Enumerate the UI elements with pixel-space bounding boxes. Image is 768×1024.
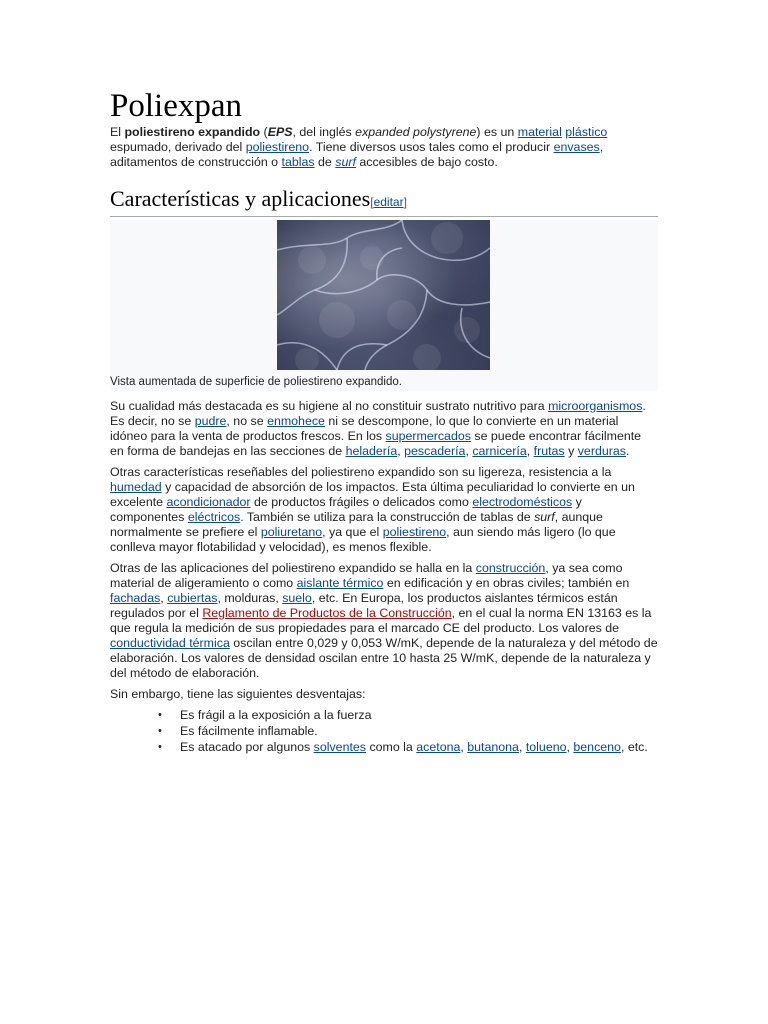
text: como la: [366, 740, 417, 754]
text: ,: [465, 444, 473, 458]
bracket: [: [370, 195, 374, 209]
text: y capacidad de absorción de los impactos. Esta última peculiaridad lo convierte en un excelente: [110, 480, 635, 509]
link-poliestireno-2[interactable]: poliestireno: [382, 525, 447, 539]
text: . Es decir, no se: [110, 399, 646, 428]
link-enmohece[interactable]: enmohece: [267, 414, 325, 428]
text: de productos frágiles o delicados como: [250, 495, 473, 509]
figure: [110, 220, 658, 391]
text: (: [260, 125, 268, 139]
paragraph-2: [110, 465, 658, 555]
text: , aunque normalmente se prefiere el: [110, 510, 603, 539]
link-plastico[interactable]: plástico: [565, 125, 608, 139]
paragraph-1: [110, 399, 658, 459]
link-frutas[interactable]: frutas: [533, 444, 565, 458]
figure-caption: Vista aumentada de superficie de poliestireno expandido.: [110, 376, 402, 388]
intro-paragraph: [110, 125, 658, 170]
paragraph-3: [110, 561, 658, 681]
text: , ya sea como material de aligeramiento o como: [110, 561, 623, 590]
link-cubiertas[interactable]: cubiertas: [167, 591, 218, 605]
text: Su cualidad más destacada es su higiene al no constituir sustrato nutritivo para: [110, 399, 549, 413]
edit-section: [370, 195, 407, 209]
bold-term: poliestireno expandido: [124, 125, 261, 139]
link-carniceria[interactable]: carnicería: [472, 444, 527, 458]
list-item: • Es fácilmente inflamable.: [180, 724, 658, 739]
link-solventes[interactable]: solventes: [313, 740, 366, 754]
section-heading: [110, 186, 658, 217]
text: , etc. En Europa, los productos aislantes térmicos están regulados por el: [110, 591, 618, 620]
link-humedad[interactable]: humedad: [110, 480, 162, 494]
page-title: Poliexpan: [110, 88, 242, 124]
link-pudre[interactable]: pudre: [194, 414, 227, 428]
link-tablas[interactable]: tablas: [281, 155, 315, 169]
article: [110, 88, 658, 756]
text: , en el cual la norma EN 13163 es la que regula la medición de sus propiedades para el marcado CE del producto. Los valores de: [110, 606, 652, 635]
text: .: [625, 444, 630, 458]
text: , etc.: [620, 740, 648, 754]
link-poliuretano[interactable]: poliuretano: [260, 525, 323, 539]
redlink-reglamento[interactable]: Reglamento de Productos de la Construcción: [202, 606, 452, 620]
link-surf-label: surf: [335, 155, 356, 169]
text: , aun siendo más ligero (lo que conlleva mayor flotabilidad y velocidad), es menos flexible.: [110, 525, 616, 554]
text: oscilan entre 0,029 y 0,053 W/mK, depende de la naturaleza y del método de elaboración. Los valores de densidad oscilan entre 10 hasta 25 W/mK, depende de la naturaleza y del método de elaboración.: [110, 636, 658, 680]
link-acondicionador[interactable]: acondicionador: [166, 495, 251, 509]
english-term: expanded polystyrene: [355, 125, 477, 139]
link-tolueno[interactable]: tolueno: [525, 740, 567, 754]
text: . Tiene diversos usos tales como el producir: [309, 140, 554, 154]
text: , no se: [226, 414, 268, 428]
text: , aditamentos de construcción o: [110, 140, 604, 169]
text: ,: [526, 444, 534, 458]
text: ni se descompone, lo que lo convierte en un material idóneo para la venta de productos frescos. En los: [110, 414, 619, 443]
link-envases[interactable]: envases: [553, 140, 600, 154]
text: ,: [397, 444, 405, 458]
list-item: [180, 740, 658, 755]
text: ,: [566, 740, 574, 754]
text: Otras de las aplicaciones del poliestireno expandido se halla en la: [110, 561, 476, 575]
text: y: [564, 444, 578, 458]
text: . También se utiliza para la construcción de tablas de: [240, 510, 535, 524]
link-verduras[interactable]: verduras: [577, 444, 626, 458]
link-material[interactable]: material: [517, 125, 562, 139]
link-suelo[interactable]: suelo: [282, 591, 312, 605]
link-electricos[interactable]: eléctricos: [187, 510, 241, 524]
text: se puede encontrar fácilmente en forma de bandejas en las secciones de: [110, 429, 642, 458]
link-fachadas[interactable]: fachadas: [110, 591, 161, 605]
text: espumado, derivado del: [110, 140, 246, 154]
text: El: [110, 125, 125, 139]
list-item: • Es frágil a la exposición a la fuerza: [180, 708, 658, 723]
link-butanona[interactable]: butanona: [467, 740, 519, 754]
polystyrene-closeup-image[interactable]: [277, 220, 490, 370]
text: ,: [460, 740, 468, 754]
text: en edificación y en obras civiles; también en: [383, 576, 630, 590]
text: Otras características reseñables del poliestireno expandido son su ligereza, resistencia a la: [110, 465, 612, 479]
text: Es atacado por algunos: [180, 740, 314, 754]
text: , molduras,: [217, 591, 283, 605]
link-benceno[interactable]: benceno: [573, 740, 621, 754]
abbrev-eps: EPS: [267, 125, 293, 139]
disadvantages-list: [110, 708, 658, 755]
bracket: ]: [403, 195, 407, 209]
link-microorganismos[interactable]: microorganismos: [548, 399, 643, 413]
text: y componentes: [110, 495, 582, 524]
text: accesibles de bajo costo.: [355, 155, 498, 169]
link-acetona[interactable]: acetona: [416, 740, 461, 754]
text: ,: [518, 740, 526, 754]
link-conductividad-termica[interactable]: conductividad térmica: [110, 636, 230, 650]
text: ,: [160, 591, 168, 605]
link-surf[interactable]: [335, 155, 356, 169]
italic-surf: surf: [534, 510, 555, 524]
text: , ya que el: [322, 525, 383, 539]
bead-boundaries: [277, 220, 490, 370]
edit-link[interactable]: editar: [373, 195, 404, 209]
link-supermercados[interactable]: supermercados: [385, 429, 471, 443]
text: ) es un: [476, 125, 518, 139]
link-poliestireno[interactable]: poliestireno: [245, 140, 310, 154]
text: de: [314, 155, 336, 169]
link-heladeria[interactable]: heladería: [345, 444, 398, 458]
link-aislante-termico[interactable]: aislante térmico: [296, 576, 384, 590]
paragraph-4: Sin embargo, tiene las siguientes desventajas:: [110, 687, 366, 701]
link-pescaderia[interactable]: pescadería: [404, 444, 466, 458]
section-heading-text: Características y aplicaciones: [110, 186, 371, 211]
link-construccion[interactable]: construcción: [475, 561, 546, 575]
link-electrodomesticos[interactable]: electrodomésticos: [472, 495, 573, 509]
text: , del inglés: [292, 125, 356, 139]
